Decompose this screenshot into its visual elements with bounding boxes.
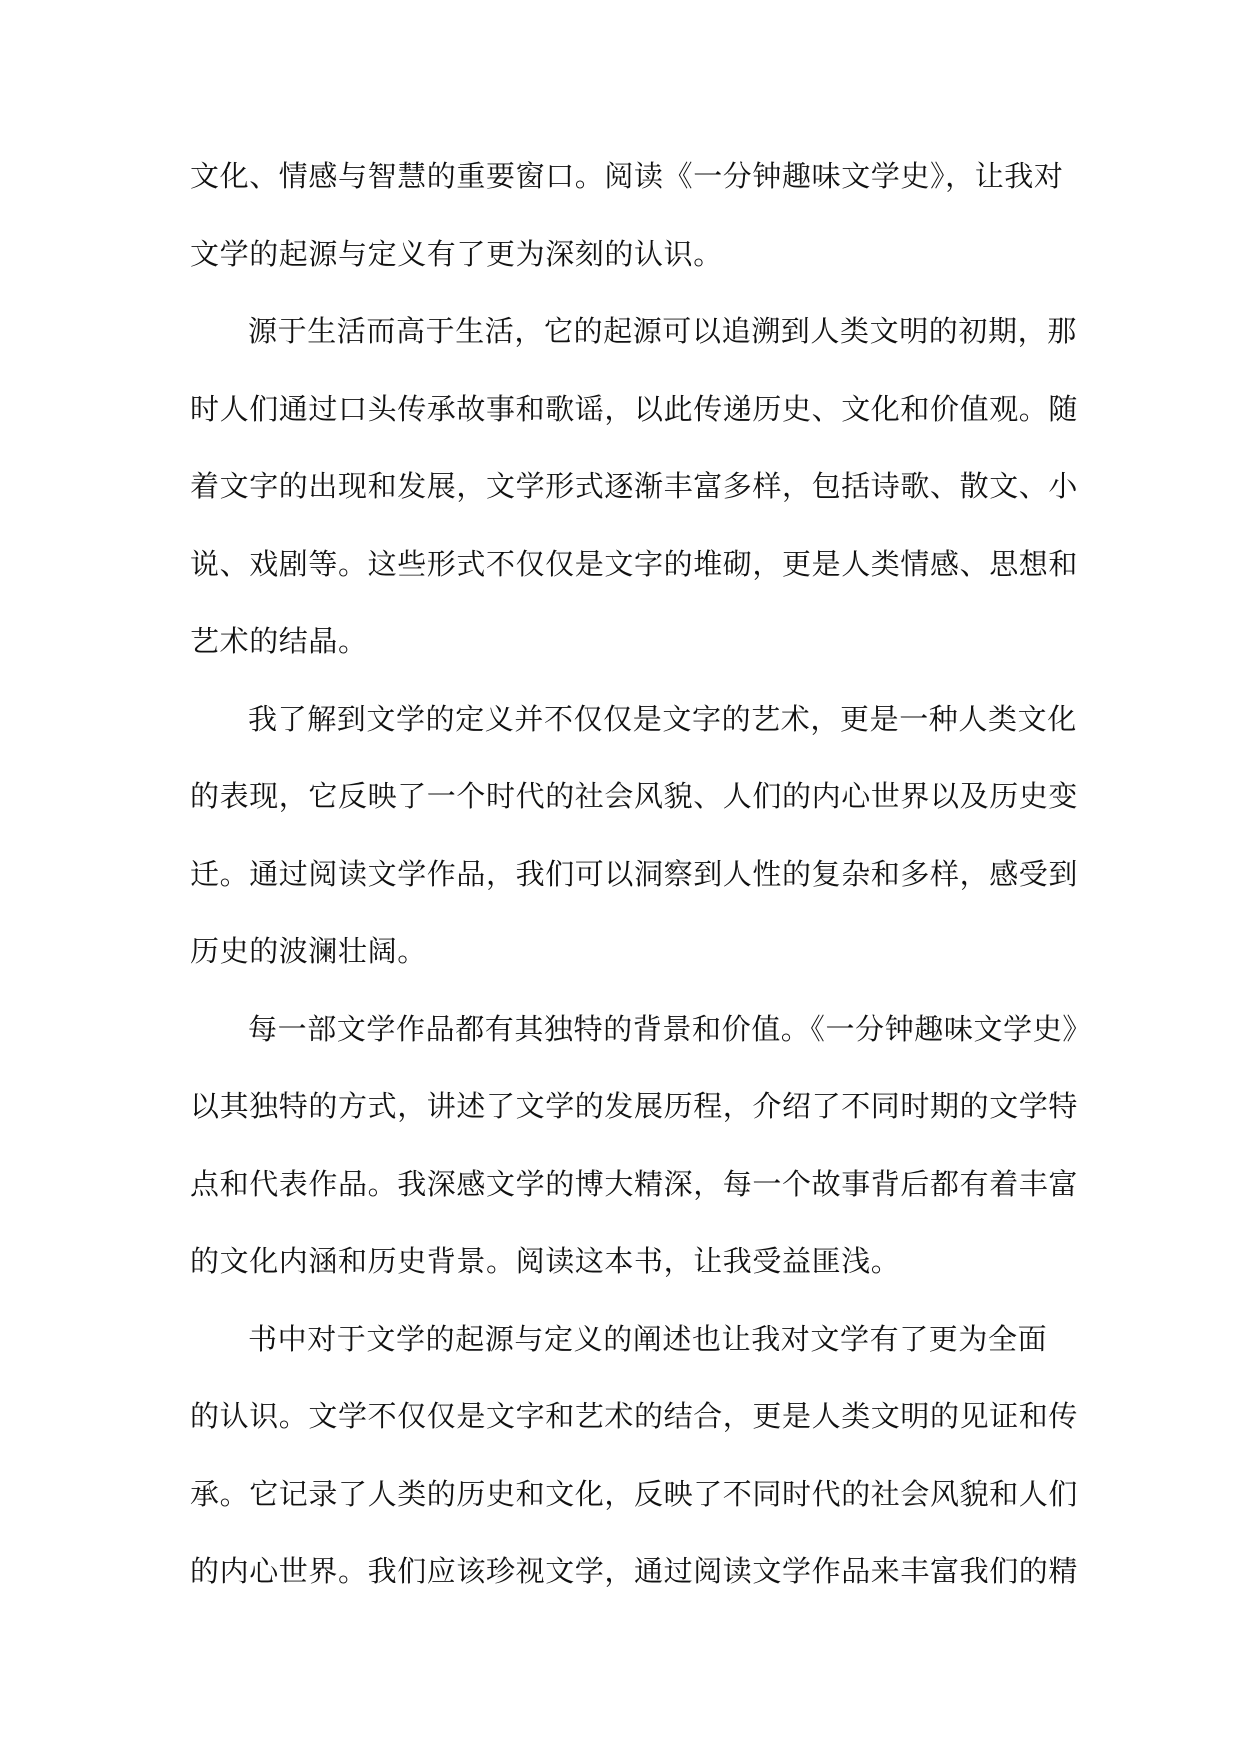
text-line: 的表现，它反映了一个时代的社会风貌、人们的内心世界以及历史变 <box>190 779 1079 813</box>
document-body <box>190 138 1092 1611</box>
paragraph-first-line: 每一部文学作品都有其独特的背景和价值。《一分钟趣味文学史》 <box>248 1011 1092 1046</box>
text-line: 的认识。文学不仅仅是文字和艺术的结合，更是人类文明的见证和传 <box>190 1399 1079 1433</box>
text-line: 以其独特的方式，讲述了文学的发展历程，介绍了不同时期的文学特 <box>190 1089 1079 1123</box>
text-line: 着文字的出现和发展，文学形式逐渐丰富多样，包括诗歌、散文、小 <box>190 469 1079 503</box>
text-line: 的文化内涵和历史背景。阅读这本书，让我受益匪浅。 <box>190 1244 901 1278</box>
text-line: 点和代表作品。我深感文学的博大精深，每一个故事背后都有着丰富 <box>190 1166 1079 1201</box>
text-line: 的内心世界。我们应该珍视文学，通过阅读文学作品来丰富我们的精 <box>190 1554 1079 1588</box>
paragraph-first-line: 我了解到文学的定义并不仅仅是文字的艺术，更是一种人类文化 <box>248 701 1077 736</box>
paragraph-first-line: 源于生活而高于生活，它的起源可以追溯到人类文明的初期，那 <box>248 314 1077 348</box>
text-line: 文学的起源与定义有了更为深刻的认识。 <box>190 236 723 271</box>
text-line: 迁。通过阅读文学作品，我们可以洞察到人性的复杂和多样，感受到 <box>190 856 1079 891</box>
paragraph-first-line: 书中对于文学的起源与定义的阐述也让我对文学有了更为全面 <box>248 1321 1048 1356</box>
text-line: 艺术的结晶。 <box>190 624 368 658</box>
text-line: 时人们通过口头传承故事和歌谣，以此传递历史、文化和价值观。随 <box>190 391 1079 426</box>
text-line: 承。它记录了人类的历史和文化，反映了不同时代的社会风貌和人们 <box>190 1476 1079 1511</box>
text-line: 说、戏剧等。这些形式不仅仅是文字的堆砌，更是人类情感、思想和 <box>190 546 1079 581</box>
text-line: 历史的波澜壮阔。 <box>190 934 427 968</box>
text-line: 文化、情感与智慧的重要窗口。阅读《一分钟趣味文学史》，让我对 <box>190 159 1064 193</box>
